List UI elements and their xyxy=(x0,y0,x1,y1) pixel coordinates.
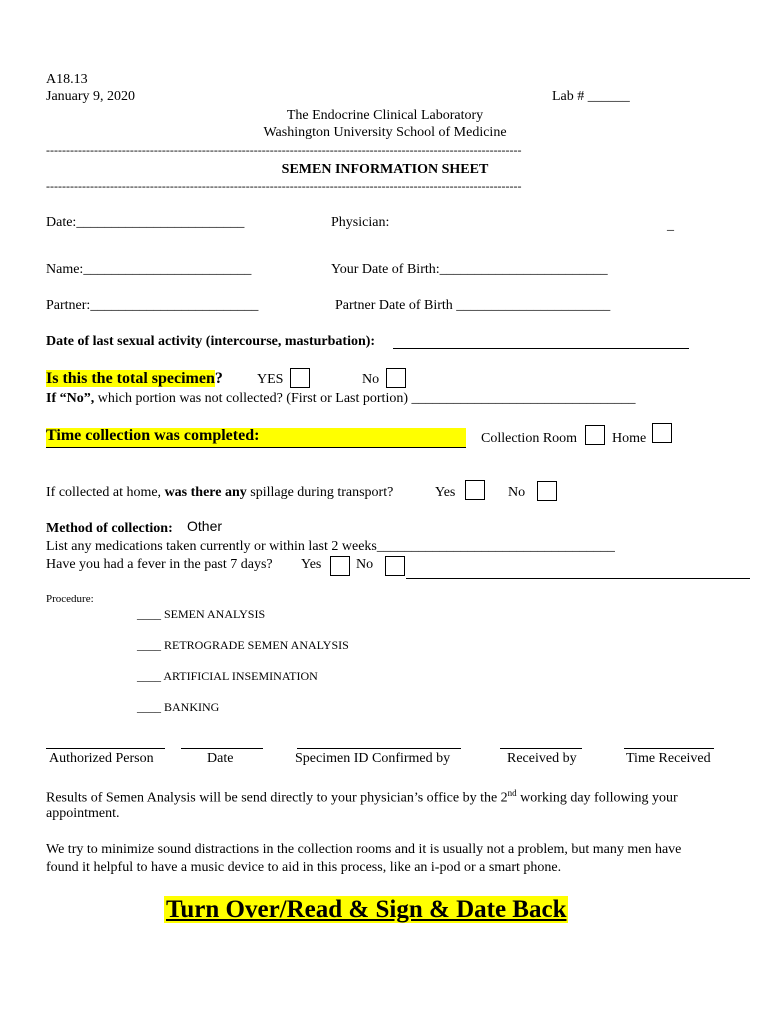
home-checkbox[interactable] xyxy=(652,423,672,443)
lab-name: The Endocrine Clinical Laboratory xyxy=(286,108,484,123)
time-collection-field[interactable] xyxy=(46,428,466,448)
sound-note-line-1: We try to minimize sound distractions in the collection rooms and it is usually not a problem, but many men have xyxy=(46,842,682,857)
turn-over-banner-text: Turn Over/Read & Sign & Date Back xyxy=(166,896,567,923)
results-note-text: Results of Semen Analysis will be send directly to your physician’s office by the 2 xyxy=(46,790,508,806)
spillage-yes-label: Yes xyxy=(435,485,456,500)
authorized-person-line[interactable] xyxy=(46,748,165,749)
fever-yes-checkbox[interactable] xyxy=(330,556,350,576)
if-no-label: If “No”, xyxy=(46,391,95,406)
specimen-id-label: Specimen ID Confirmed by xyxy=(295,751,451,766)
physician-field[interactable]: Physician: xyxy=(331,215,390,230)
spillage-no-checkbox[interactable] xyxy=(537,481,557,501)
procedure-item-retrograde-semen-analysis[interactable]: ____ RETROGRADE SEMEN ANALYSIS xyxy=(137,638,349,652)
lab-number-field[interactable]: Lab # ______ xyxy=(552,89,630,104)
document-code: A18.13 xyxy=(46,72,88,87)
spillage-yes-checkbox[interactable] xyxy=(465,480,485,500)
medications-field[interactable]: List any medications taken currently or within last 2 weeks__________________________________ xyxy=(46,539,615,554)
results-note-text-end: working day following your xyxy=(516,790,678,806)
partner-field[interactable]: Partner:________________________ xyxy=(46,298,259,313)
time-received-line[interactable] xyxy=(624,748,714,749)
divider-top: ----------------------------------------------------------------------------------------------------------------------- xyxy=(46,144,522,156)
authorized-person-label: Authorized Person xyxy=(49,751,154,766)
specimen-id-line[interactable] xyxy=(297,748,461,749)
fever-underline xyxy=(406,578,750,579)
method-of-collection-label: Method of collection: xyxy=(46,521,173,536)
procedure-item-semen-analysis[interactable]: ____ SEMEN ANALYSIS xyxy=(137,607,266,621)
signature-date-label: Date xyxy=(207,751,234,766)
total-specimen-yes-label: YES xyxy=(257,372,284,387)
total-specimen-no-checkbox[interactable] xyxy=(386,368,406,388)
procedure-label: Procedure: xyxy=(46,593,94,605)
partner-date-of-birth-field[interactable]: Partner Date of Birth ______________________ xyxy=(335,298,611,313)
date-signature-line[interactable] xyxy=(181,748,263,749)
last-sexual-activity-input[interactable] xyxy=(393,348,689,349)
home-label: Home xyxy=(612,431,647,446)
fever-question: Have you had a fever in the past 7 days? xyxy=(46,557,273,572)
time-received-label: Time Received xyxy=(626,751,711,766)
document-date: January 9, 2020 xyxy=(46,89,136,104)
sound-note-line-2: found it helpful to have a music device to aid in this process, like an i-pod or a smart phone. xyxy=(46,860,562,875)
name-field[interactable]: Name:________________________ xyxy=(46,262,252,277)
last-sexual-activity-label: Date of last sexual activity (intercourse, masturbation): xyxy=(46,334,376,349)
procedure-item-artificial-insemination[interactable]: ____ ARTIFICIAL INSEMINATION xyxy=(137,669,318,683)
collection-room-label: Collection Room xyxy=(481,431,578,446)
total-specimen-question xyxy=(46,371,223,387)
date-field[interactable]: Date:________________________ xyxy=(46,215,245,230)
spillage-no-label: No xyxy=(508,485,526,500)
received-by-line[interactable] xyxy=(500,748,582,749)
spillage-question-pre: If collected at home, xyxy=(46,485,165,500)
date-of-birth-field[interactable]: Your Date of Birth:________________________ xyxy=(331,262,608,277)
spillage-question-post: spillage during transport? xyxy=(246,485,394,500)
fever-yes-label: Yes xyxy=(301,557,322,572)
total-specimen-yes-checkbox[interactable] xyxy=(290,368,310,388)
fever-no-label: No xyxy=(356,557,374,572)
results-note xyxy=(46,789,678,806)
question-mark: ? xyxy=(214,370,223,387)
spillage-question-bold: was there any xyxy=(164,485,247,500)
collection-room-checkbox[interactable] xyxy=(585,425,605,445)
received-by-label: Received by xyxy=(507,751,577,766)
portion-question: which portion was not collected? (First or Last portion) ________________________________ xyxy=(94,391,636,406)
portion-not-collected-field[interactable] xyxy=(46,392,636,406)
institution-name: Washington University School of Medicine xyxy=(263,125,507,140)
method-of-collection-value[interactable]: Other xyxy=(187,518,223,534)
results-note-line-2: appointment. xyxy=(46,806,120,821)
fever-no-checkbox[interactable] xyxy=(385,556,405,576)
divider-bottom: ----------------------------------------------------------------------------------------------------------------------- xyxy=(46,180,522,192)
results-note-superscript: nd xyxy=(507,788,517,798)
turn-over-banner xyxy=(164,897,568,922)
total-specimen-question-text: Is this the total specimen xyxy=(46,370,215,387)
total-specimen-no-label: No xyxy=(362,372,380,387)
time-collection-label: Time collection was completed: xyxy=(46,427,260,444)
spillage-question xyxy=(46,486,393,500)
physician-field-end: _ xyxy=(667,218,674,233)
procedure-item-banking[interactable]: ____ BANKING xyxy=(137,700,220,714)
sheet-title: SEMEN INFORMATION SHEET xyxy=(281,162,489,177)
